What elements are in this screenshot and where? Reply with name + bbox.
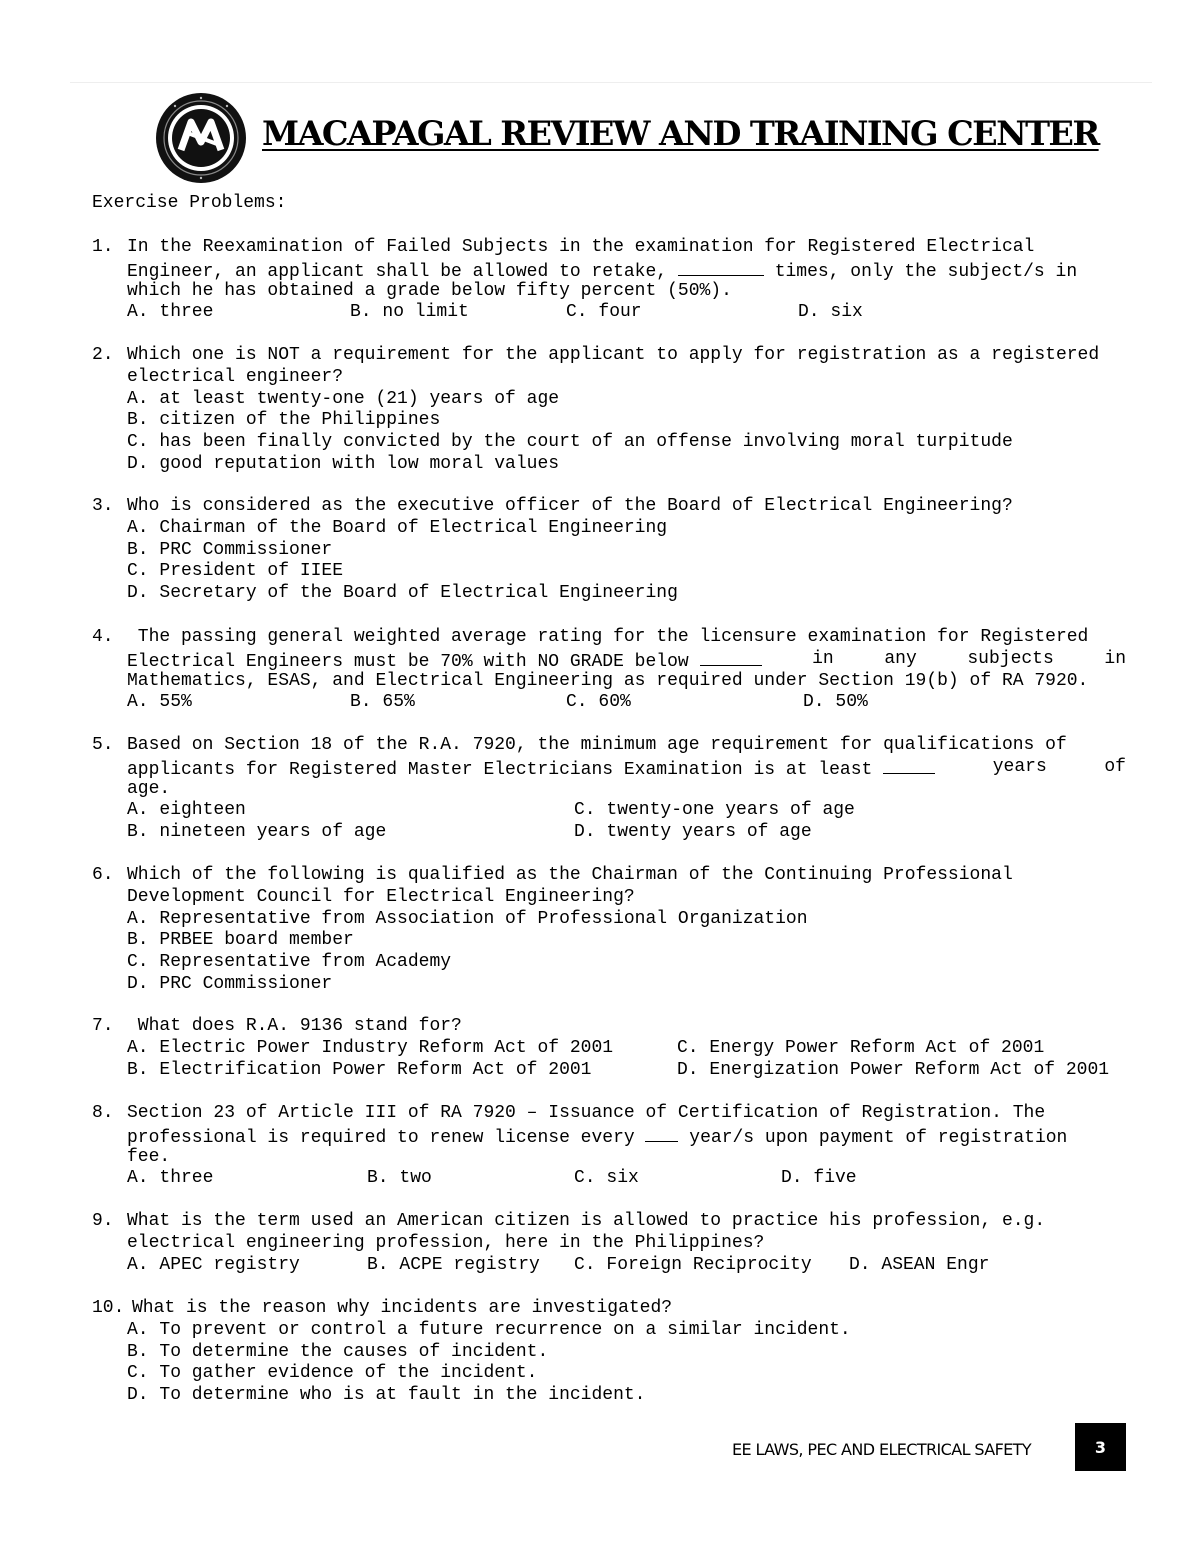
option-b: B. ACPE registry [367,1254,540,1275]
question-text-line: Section 23 of Article III of RA 7920 – Issuance of Certification of Registration. The [127,1103,1046,1123]
question-text-line: Which of the following is qualified as the Chairman of the Continuing Professional [127,865,1013,885]
option-d: D. twenty years of age [574,822,812,843]
question-text-segment: times, only the subject/s in [763,261,1078,282]
question-number: 2. [92,345,114,365]
question-text-segment: year/s upon payment of registration [678,1127,1068,1148]
question-text-segment: professional is required to renew license every [127,1127,646,1148]
question-4 [92,627,1126,714]
answer-blank [883,757,935,774]
option-b: B. Electrification Power Reform Act of 2001 [127,1059,592,1080]
question-text-line: electrical engineering profession, here in the Philippines? [127,1232,765,1253]
question-text-segment: applicants for Registered Master Electricians Examination is at least [127,759,873,780]
option-d: D. Secretary of the Board of Electrical Engineering [127,583,678,604]
question-text-line: What is the term used an American citizen is allowed to practice his profession, e.g. [127,1211,1046,1231]
question-text-line: What is the reason why incidents are investigated? [132,1298,673,1318]
option-b: B. two [367,1168,432,1189]
question-number: 7. [92,1016,114,1036]
question-text-line: Based on Section 18 of the R.A. 7920, the minimum age requirement for qualifications of [127,735,1067,755]
question-6 [92,865,1126,996]
section-title: Exercise Problems: [92,193,287,213]
answer-blank [645,1125,678,1142]
option-b: B. 65% [350,692,415,713]
question-text-line: In the Reexamination of Failed Subjects in the examination for Registered Electrical [127,237,1035,257]
option-a: A. 55% [127,692,192,713]
question-number: 1. [92,237,114,257]
question-text-segment: any [884,648,917,669]
option-b: B. PRBEE board member [127,930,354,951]
question-text-segment: Electrical Engineers must be 70% with NO GRADE below [127,651,689,672]
option-c: C. six [574,1168,639,1189]
page-header [155,92,1099,184]
question-1 [92,237,1126,324]
macapagal-seal-logo-icon [155,92,247,184]
question-2 [92,345,1126,476]
question-9 [92,1211,1126,1276]
option-d: D. five [781,1168,857,1189]
question-3 [92,496,1126,605]
question-text-segment: subjects [967,648,1054,669]
option-b: B. citizen of the Philippines [127,410,441,431]
option-d: D. PRC Commissioner [127,973,333,994]
question-number: 9. [92,1211,114,1231]
answer-blank [678,259,764,276]
option-d: D. six [798,302,863,323]
page-number: 3 [1075,1423,1126,1471]
option-d: D. 50% [803,692,868,713]
question-text-segment: of [1104,756,1126,777]
option-c: C. Energy Power Reform Act of 2001 [677,1037,1045,1058]
question-text-segment: Engineer, an applicant shall be allowed to retake, [127,261,678,282]
option-d: D. To determine who is at fault in the incident. [127,1385,646,1406]
question-text-line: electrical engineer? [127,366,344,387]
question-10 [92,1298,1126,1407]
question-text-segment: in [812,648,834,669]
option-a: A. Representative from Association of Professional Organization [127,908,808,929]
option-c: C. twenty-one years of age [574,800,855,821]
question-number: 4. [92,627,114,647]
footer-subject: EE LAWS, PEC AND ELECTRICAL SAFETY [732,1440,1032,1459]
option-a: A. at least twenty-one (21) years of age [127,388,560,409]
question-8 [92,1103,1126,1190]
option-b: B. no limit [350,302,469,323]
question-text-line: which he has obtained a grade below fifty percent (50%). [127,280,732,301]
option-a: A. three [127,1168,214,1189]
option-c: C. Representative from Academy [127,952,452,973]
option-a: A. eighteen [127,800,246,821]
question-number: 3. [92,496,114,516]
option-a: A. three [127,302,214,323]
option-a: A. Chairman of the Board of Electrical Engineering [127,517,668,538]
option-d: D. Energization Power Reform Act of 2001 [677,1059,1110,1080]
option-d: D. ASEAN Engr [849,1254,990,1275]
option-c: C. has been finally convicted by the court of an offense involving moral turpitude [127,432,1013,453]
top-rule [70,82,1152,83]
question-number: 5. [92,735,114,755]
question-text-segment: in [1104,648,1126,669]
option-c: C. To gather evidence of the incident. [127,1363,538,1384]
question-5 [92,735,1126,844]
question-text-line: Which one is NOT a requirement for the applicant to apply for registration as a registered [127,345,1100,365]
question-number: 6. [92,865,114,885]
option-c: C. 60% [566,692,631,713]
option-a: A. Electric Power Industry Reform Act of 2001 [127,1037,614,1058]
option-c: C. four [566,302,642,323]
question-text-line: What does R.A. 9136 stand for? [127,1016,462,1036]
answer-blank [700,649,762,666]
question-number: 10. [92,1298,125,1318]
center-name-heading: MACAPAGAL REVIEW AND TRAINING CENTER [262,114,1099,153]
option-b: B. PRC Commissioner [127,539,333,560]
question-text-line: fee. [127,1146,171,1167]
option-b: B. nineteen years of age [127,822,387,843]
option-a: A. To prevent or control a future recurrence on a similar incident. [127,1319,851,1340]
option-a: A. APEC registry [127,1254,300,1275]
question-text-segment: years [992,756,1047,777]
question-text-line: The passing general weighted average rating for the licensure examination for Registered [127,627,1089,647]
question-7 [92,1016,1126,1081]
question-text-line: age. [127,778,171,799]
question-text-line: Mathematics, ESAS, and Electrical Engineering as required under Section 19(b) of RA 7920. [127,670,1089,691]
question-text-line: Development Council for Electrical Engineering? [127,886,635,907]
option-c: C. Foreign Reciprocity [574,1254,812,1275]
question-text-line: Who is considered as the executive officer of the Board of Electrical Engineering? [127,496,1013,516]
question-number: 8. [92,1103,114,1123]
option-b: B. To determine the causes of incident. [127,1341,549,1362]
option-d: D. good reputation with low moral values [127,453,560,474]
option-c: C. President of IIEE [127,561,344,582]
